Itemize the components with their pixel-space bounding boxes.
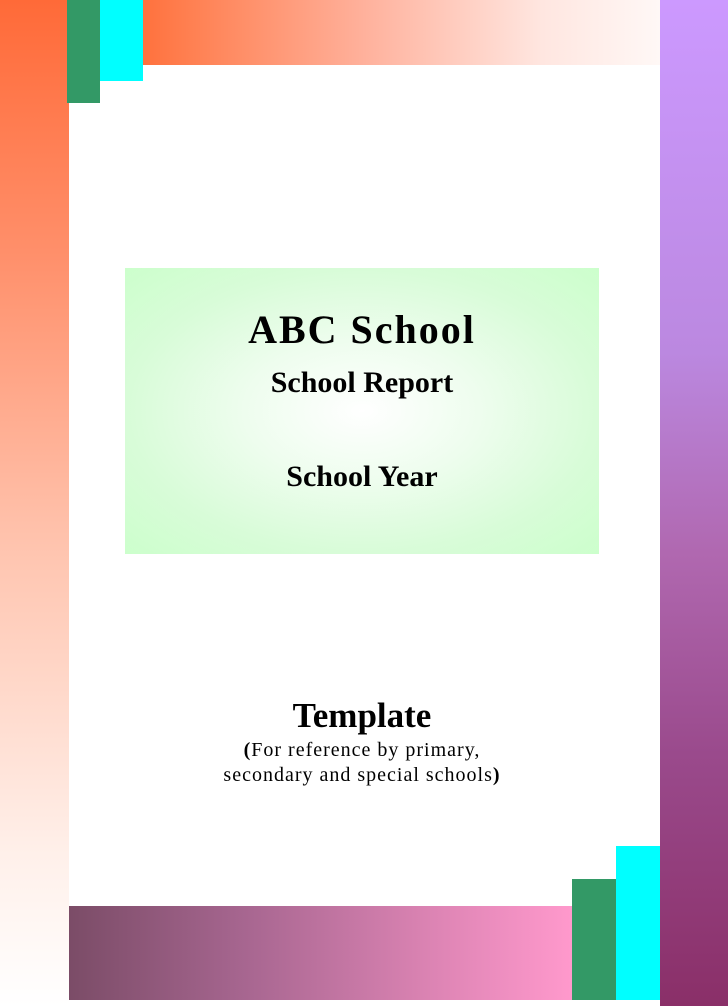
school-year: School Year [286,460,438,493]
left-decorative-bar [0,0,69,1006]
top-left-cyan-block [100,0,143,81]
top-decorative-bar [69,0,660,65]
template-note [125,738,599,788]
title-box [125,268,599,554]
template-block [125,696,599,806]
note-line-1: For reference by primary, [251,739,481,761]
bottom-decorative-bar [69,906,572,1000]
open-paren: ( [243,739,252,761]
template-title: Template [292,696,432,735]
right-decorative-bar [660,0,728,1006]
school-name: ABC School [248,307,476,352]
bottom-right-cyan-block [616,846,660,1000]
note-line-2: secondary and special schools [223,764,493,786]
bottom-right-green-block [572,879,616,1000]
close-paren: ) [492,764,501,786]
top-left-green-block [67,0,100,103]
report-title: School Report [270,366,454,399]
